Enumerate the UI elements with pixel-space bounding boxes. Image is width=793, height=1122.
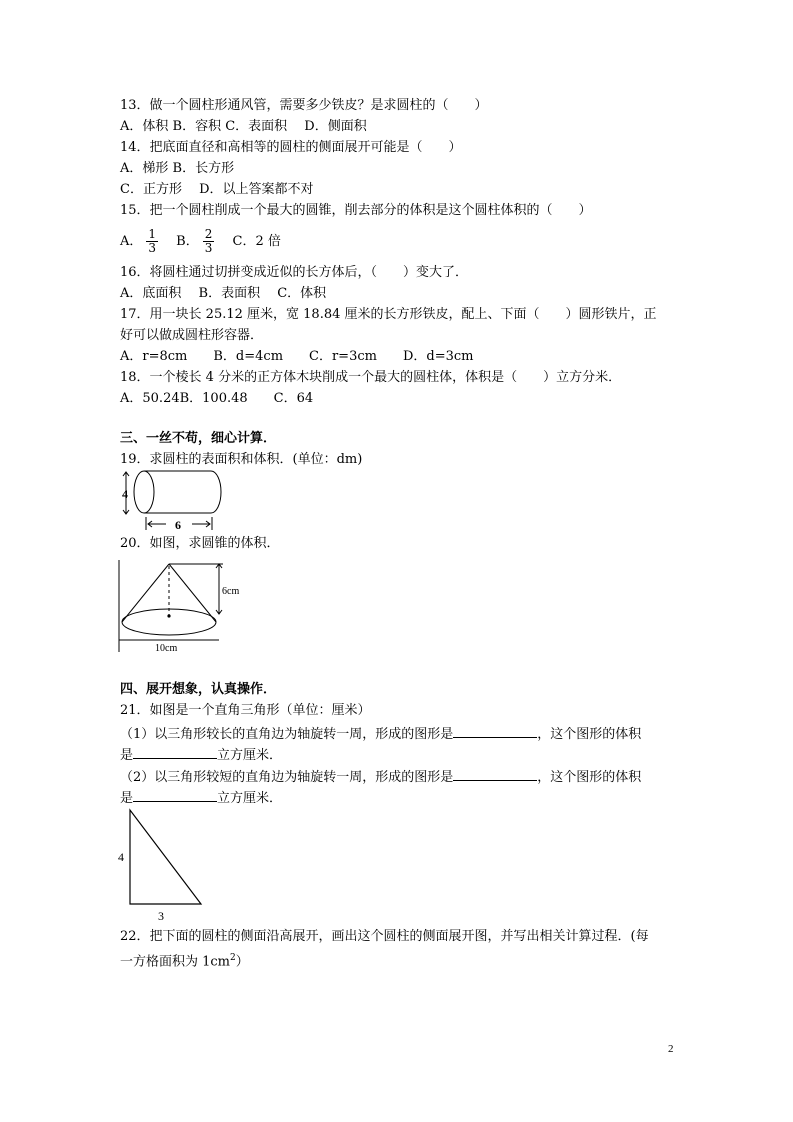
q18-options: A．50.24B．100.48 C．64 <box>120 391 314 406</box>
q21-part1-text: （1）以三角形较长的直角边为轴旋转一周，形成的图形是 <box>120 727 454 742</box>
q21-part1-volume-blank[interactable] <box>133 744 217 759</box>
q16-stem: 16．将圆柱通过切拼变成近似的长方体后，（ ）变大了． <box>120 265 469 280</box>
q15-stem: 15．把一个圆柱削成一个最大的圆锥，削去部分的体积是这个圆柱体积的（ ） <box>120 203 592 218</box>
q13-options: A．体积 B．容积 C．表面积 D．侧面积 <box>120 119 367 134</box>
q21-part2-text: （2）以三角形较短的直角边为轴旋转一周，形成的图形是 <box>120 770 454 785</box>
q20-height-label: 6cm <box>222 586 240 597</box>
q17-options: A．r=8cm B．d=4cm C．r=3cm D．d=3cm <box>120 349 474 364</box>
q21-vertical-leg-label: 4 <box>118 850 124 864</box>
q21-part1-text-cont: ，这个图形的体积 <box>537 727 642 742</box>
q19-stem: 19．求圆柱的表面积和体积．(单位：dm) <box>120 452 363 467</box>
section-4-title: 四、展开想象，认真操作． <box>120 682 277 697</box>
q21-part1-shape-blank[interactable] <box>453 723 537 738</box>
q15-option-c: C．2 倍 <box>232 234 281 249</box>
q21-right-triangle-figure <box>115 808 215 924</box>
q21-part2-unit: 立方厘米． <box>217 791 283 806</box>
q21-part2-shape-blank[interactable] <box>453 766 537 781</box>
q20-stem: 20．如图，求圆锥的体积． <box>120 536 280 551</box>
fraction-numerator: 2 <box>204 227 213 241</box>
page-number: 2 <box>668 1043 674 1055</box>
q21-part2-text-is: 是 <box>120 791 134 806</box>
q21-part2-line1 <box>120 766 641 787</box>
q19-cylinder-figure <box>118 470 228 532</box>
q20-cone-figure <box>115 558 255 658</box>
section-3-title: 三、一丝不苟，细心计算． <box>120 431 277 446</box>
q21-stem: 21．如图是一个直角三角形（单位：厘米） <box>120 703 371 718</box>
q21-part2-line2 <box>120 787 282 808</box>
q14-options-row1: A．梯形 B．长方形 <box>120 161 235 176</box>
q15-option-a-label: A． <box>120 234 143 249</box>
q17-stem-line1: 17．用一块长 25.12 厘米，宽 18.84 厘米的长方形铁皮，配上、下面（ ）圆形铁片，正 <box>120 307 657 322</box>
q17-stem-line2: 好可以做成圆柱形容器． <box>120 328 264 343</box>
q21-part1-unit: 立方厘米． <box>217 748 283 763</box>
q19-length-label: 6 <box>175 518 181 532</box>
q14-options-row2: C．正方形 D．以上答案都不对 <box>120 182 314 197</box>
q22-stem-line2 <box>120 949 249 971</box>
q21-part2-text-cont: ，这个图形的体积 <box>537 770 642 785</box>
q21-part1-line2 <box>120 744 282 765</box>
q15-options <box>120 226 281 258</box>
q15-option-a-fraction <box>146 228 158 255</box>
q15-option-b-label: B． <box>176 234 199 249</box>
q18-stem: 18．一个棱长 4 分米的正方体木块削成一个最大的圆柱体，体积是（ ）立方分米． <box>120 370 622 385</box>
fraction-numerator: 1 <box>148 227 157 241</box>
q15-option-b-fraction <box>203 228 215 255</box>
q21-part1-text-is: 是 <box>120 748 134 763</box>
q20-diameter-label: 10cm <box>155 643 178 654</box>
fraction-denominator: 3 <box>204 241 213 255</box>
q22-stem-line1: 22．把下面的圆柱的侧面沿高展开，画出这个圆柱的侧面展开图，并写出相关计算过程．(每 <box>120 929 649 944</box>
q19-height-label: 4 <box>122 487 128 501</box>
q22-superscript: 2 <box>230 953 236 963</box>
q21-part2-volume-blank[interactable] <box>133 787 217 802</box>
q21-part1-line1 <box>120 723 641 744</box>
q16-options: A．底面积 B．表面积 C．体积 <box>120 286 327 301</box>
q14-stem: 14．把底面直径和高相等的圆柱的侧面展开可能是（ ） <box>120 140 462 155</box>
q13-stem: 13．做一个圆柱形通风管，需要多少铁皮？是求圆柱的（ ） <box>120 98 488 113</box>
fraction-denominator: 3 <box>148 241 157 255</box>
q21-horizontal-leg-label: 3 <box>158 909 164 923</box>
q22-closing-paren: ） <box>235 954 249 970</box>
q22-text: 一方格面积为 1cm <box>120 954 231 970</box>
